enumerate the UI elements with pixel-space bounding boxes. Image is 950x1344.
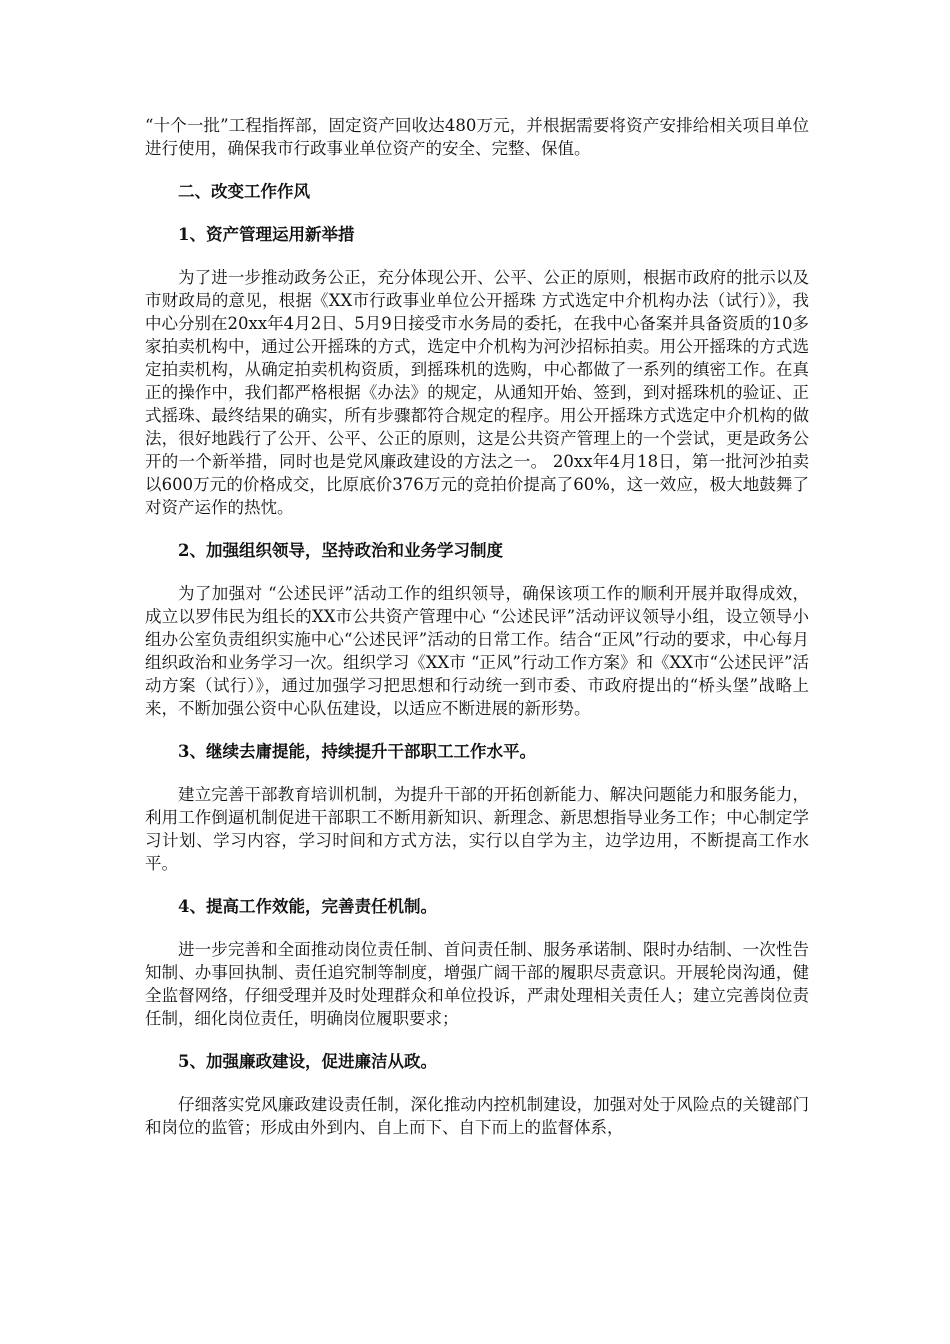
- subsection-paragraph-3: 建立完善干部教育培训机制，为提升干部的开拓创新能力、解决问题能力和服务能力，利用工作倒逼机制促进干部职工不断用新知识、新理念、新思想指导业务工作；中心制定学习计划、学习内容，学习时间和方式方法，实行以自学为主，边学边用，不断提高工作水平。: [145, 785, 809, 873]
- section-heading: 二、改变工作作风: [178, 182, 310, 201]
- subsection-paragraph-5: 仔细落实党风廉政建设责任制，深化推动内控机制建设，加强对处于风险点的关键部门和岗位的监管；形成由外到内、自上而下、自下而上的监督体系，: [145, 1095, 809, 1137]
- subsection-paragraph-2: 为了加强对 “公述民评”活动工作的组织领导，确保该项工作的顺利开展并取得成效，成立以罗伟民为组长的XX市公共资产管理中心 “公述民评”活动评议领导小组，设立领导小组办公室负责组织实施中心“公述民评”活动的日常工作。结合“正风”行动的要求，中心每月组织政治和业务学习一次。组织学习《XX市 “正风”行动工作方案》和《XX市“公述民评”活动方案（试行）》，通过加强学习把思想和行动统一到市委、市政府提出的“桥头堡”战略上来，不断加强公资中心队伍建设，以适应不断进展的新形势。: [145, 584, 809, 718]
- subsection-heading-4: 4、提高工作效能，完善责任机制。: [178, 897, 437, 916]
- subsection-heading-1: 1、资产管理运用新举措: [178, 225, 355, 244]
- subsection-heading-3: 3、继续去庸提能，持续提升干部职工工作水平。: [178, 742, 536, 761]
- subsection-paragraph-1: 为了进一步推动政务公正，充分体现公开、公平、公正的原则，根据市政府的批示以及市财政局的意见，根据《XX市行政事业单位公开摇珠 方式选定中介机构办法（试行）》，我中心分别在20xx年4月2日、5月9日接受市水务局的委托，在我中心备案并具备资质的10多家拍卖机构中，通过公开摇珠的方式，选定中介机构为河沙招标拍卖。用公开摇珠的方式选定拍卖机构，从确定拍卖机构资质，到摇珠机的选购，中心都做了一系列的缜密工作。在真正的操作中，我们都严格根据《办法》的规定，从通知开始、签到，到对摇珠机的验证、正式摇珠、最终结果的确实，所有步骤都符合规定的程序。用公开摇珠方式选定中介机构的做法，很好地践行了公开、公平、公正的原则，这是公共资产管理上的一个尝试，更是政务公开的一个新举措，同时也是党风廉政建设的方法之一。 20xx年4月18日，第一批河沙拍卖以600万元的价格成交，比原底价376万元的竞拍价提高了60%，这一效应，极大地鼓舞了对资产运作的热忱。: [145, 268, 809, 517]
- continuation-paragraph: “十个一批”工程指挥部，固定资产回收达480万元，并根据需要将资产安排给相关项目单位进行使用，确保我市行政事业单位资产的安全、完整、保值。: [145, 116, 809, 158]
- subsection-heading-2: 2、加强组织领导，坚持政治和业务学习制度: [178, 541, 503, 560]
- subsection-paragraph-4: 进一步完善和全面推动岗位责任制、首问责任制、服务承诺制、限时办结制、一次性告知制、办事回执制、责任追究制等制度，增强广阔干部的履职尽责意识。开展轮岗沟通，健全监督网络，仔细受理并及时处理群众和单位投诉，严肃处理相关责任人；建立完善岗位责任制，细化岗位责任，明确岗位履职要求；: [145, 940, 809, 1028]
- subsection-heading-5: 5、加强廉政建设，促进廉洁从政。: [178, 1052, 437, 1071]
- document-page: [145, 114, 809, 1139]
